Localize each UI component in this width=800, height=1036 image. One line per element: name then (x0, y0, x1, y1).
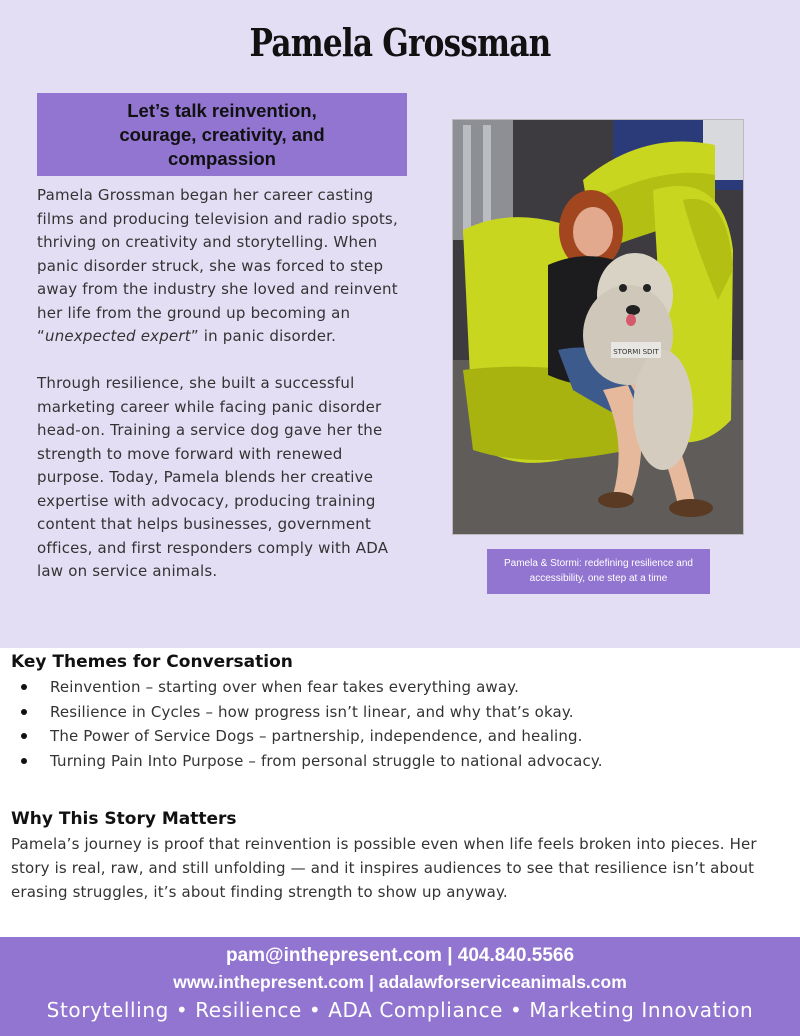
bullet-icon (21, 684, 27, 690)
theme-item: Turning Pain Into Purpose – from personal struggle to national advocacy. (11, 749, 791, 774)
bio-emphasis: unexpected expert (44, 327, 191, 345)
tagline-text: Let’s talk reinvention, courage, creativity, and compassion (119, 99, 325, 169)
why-story-matters-title: Why This Story Matters (11, 809, 237, 829)
footer-websites[interactable]: www.inthepresent.com | adalawforserviceanimals.com (173, 972, 627, 992)
footer (0, 937, 800, 1036)
portrait-photo (452, 119, 744, 535)
photo-caption (487, 549, 710, 594)
portrait-illustration (453, 120, 744, 535)
footer-contact[interactable]: pam@inthepresent.com | 404.840.5566 (225, 945, 575, 966)
theme-item: Resilience in Cycles – how progress isn’t linear, and why that’s okay. (11, 700, 791, 725)
bio-section (37, 184, 409, 607)
footer-keywords: Storytelling • Resilience • ADA Compliance • Marketing Innovation (46, 998, 754, 1022)
bullet-icon (21, 733, 27, 739)
photo-caption-text: Pamela & Stormi: redefining resilience and accessibility, one step at a time (504, 558, 693, 584)
key-themes-title: Key Themes for Conversation (11, 652, 293, 672)
bullet-icon (21, 758, 27, 764)
theme-item: Reinvention – starting over when fear takes everything away. (11, 675, 791, 700)
bullet-icon (21, 709, 27, 715)
dog-vest-text: STORMI SDIT (613, 348, 659, 356)
page-title: Pamela Grossman (249, 20, 551, 65)
key-themes-list (11, 675, 791, 773)
tagline-box (37, 93, 407, 176)
bio-paragraph-2: Through resilience, she built a successful marketing career while facing panic disorder head-on. Training a service dog gave her the strength to move forward with renewed purpose. Today, Pamela blends her creative expertise with advocacy, producing training content that helps businesses, government offices, and first responders comply with ADA law on service animals. (37, 374, 389, 580)
why-story-matters-section (11, 809, 791, 904)
why-story-matters-body: Pamela’s journey is proof that reinvention is possible even when life feels broken into pieces. Her story is real, raw, and still unfolding — and it inspires audiences to see that resilience isn’t about erasing struggles, it’s about finding strength to show up anyway. (11, 835, 757, 901)
theme-item: The Power of Service Dogs – partnership, independence, and healing. (11, 724, 791, 749)
bio-paragraph-1: Pamela Grossman began her career casting films and producing television and radio spots, thriving on creativity and storytelling. When panic disorder struck, she was forced to step away from the industry she loved and reinvent her life from the ground up becoming an “unexpected expert” in panic disorder. (37, 186, 398, 345)
key-themes-section (11, 652, 791, 773)
